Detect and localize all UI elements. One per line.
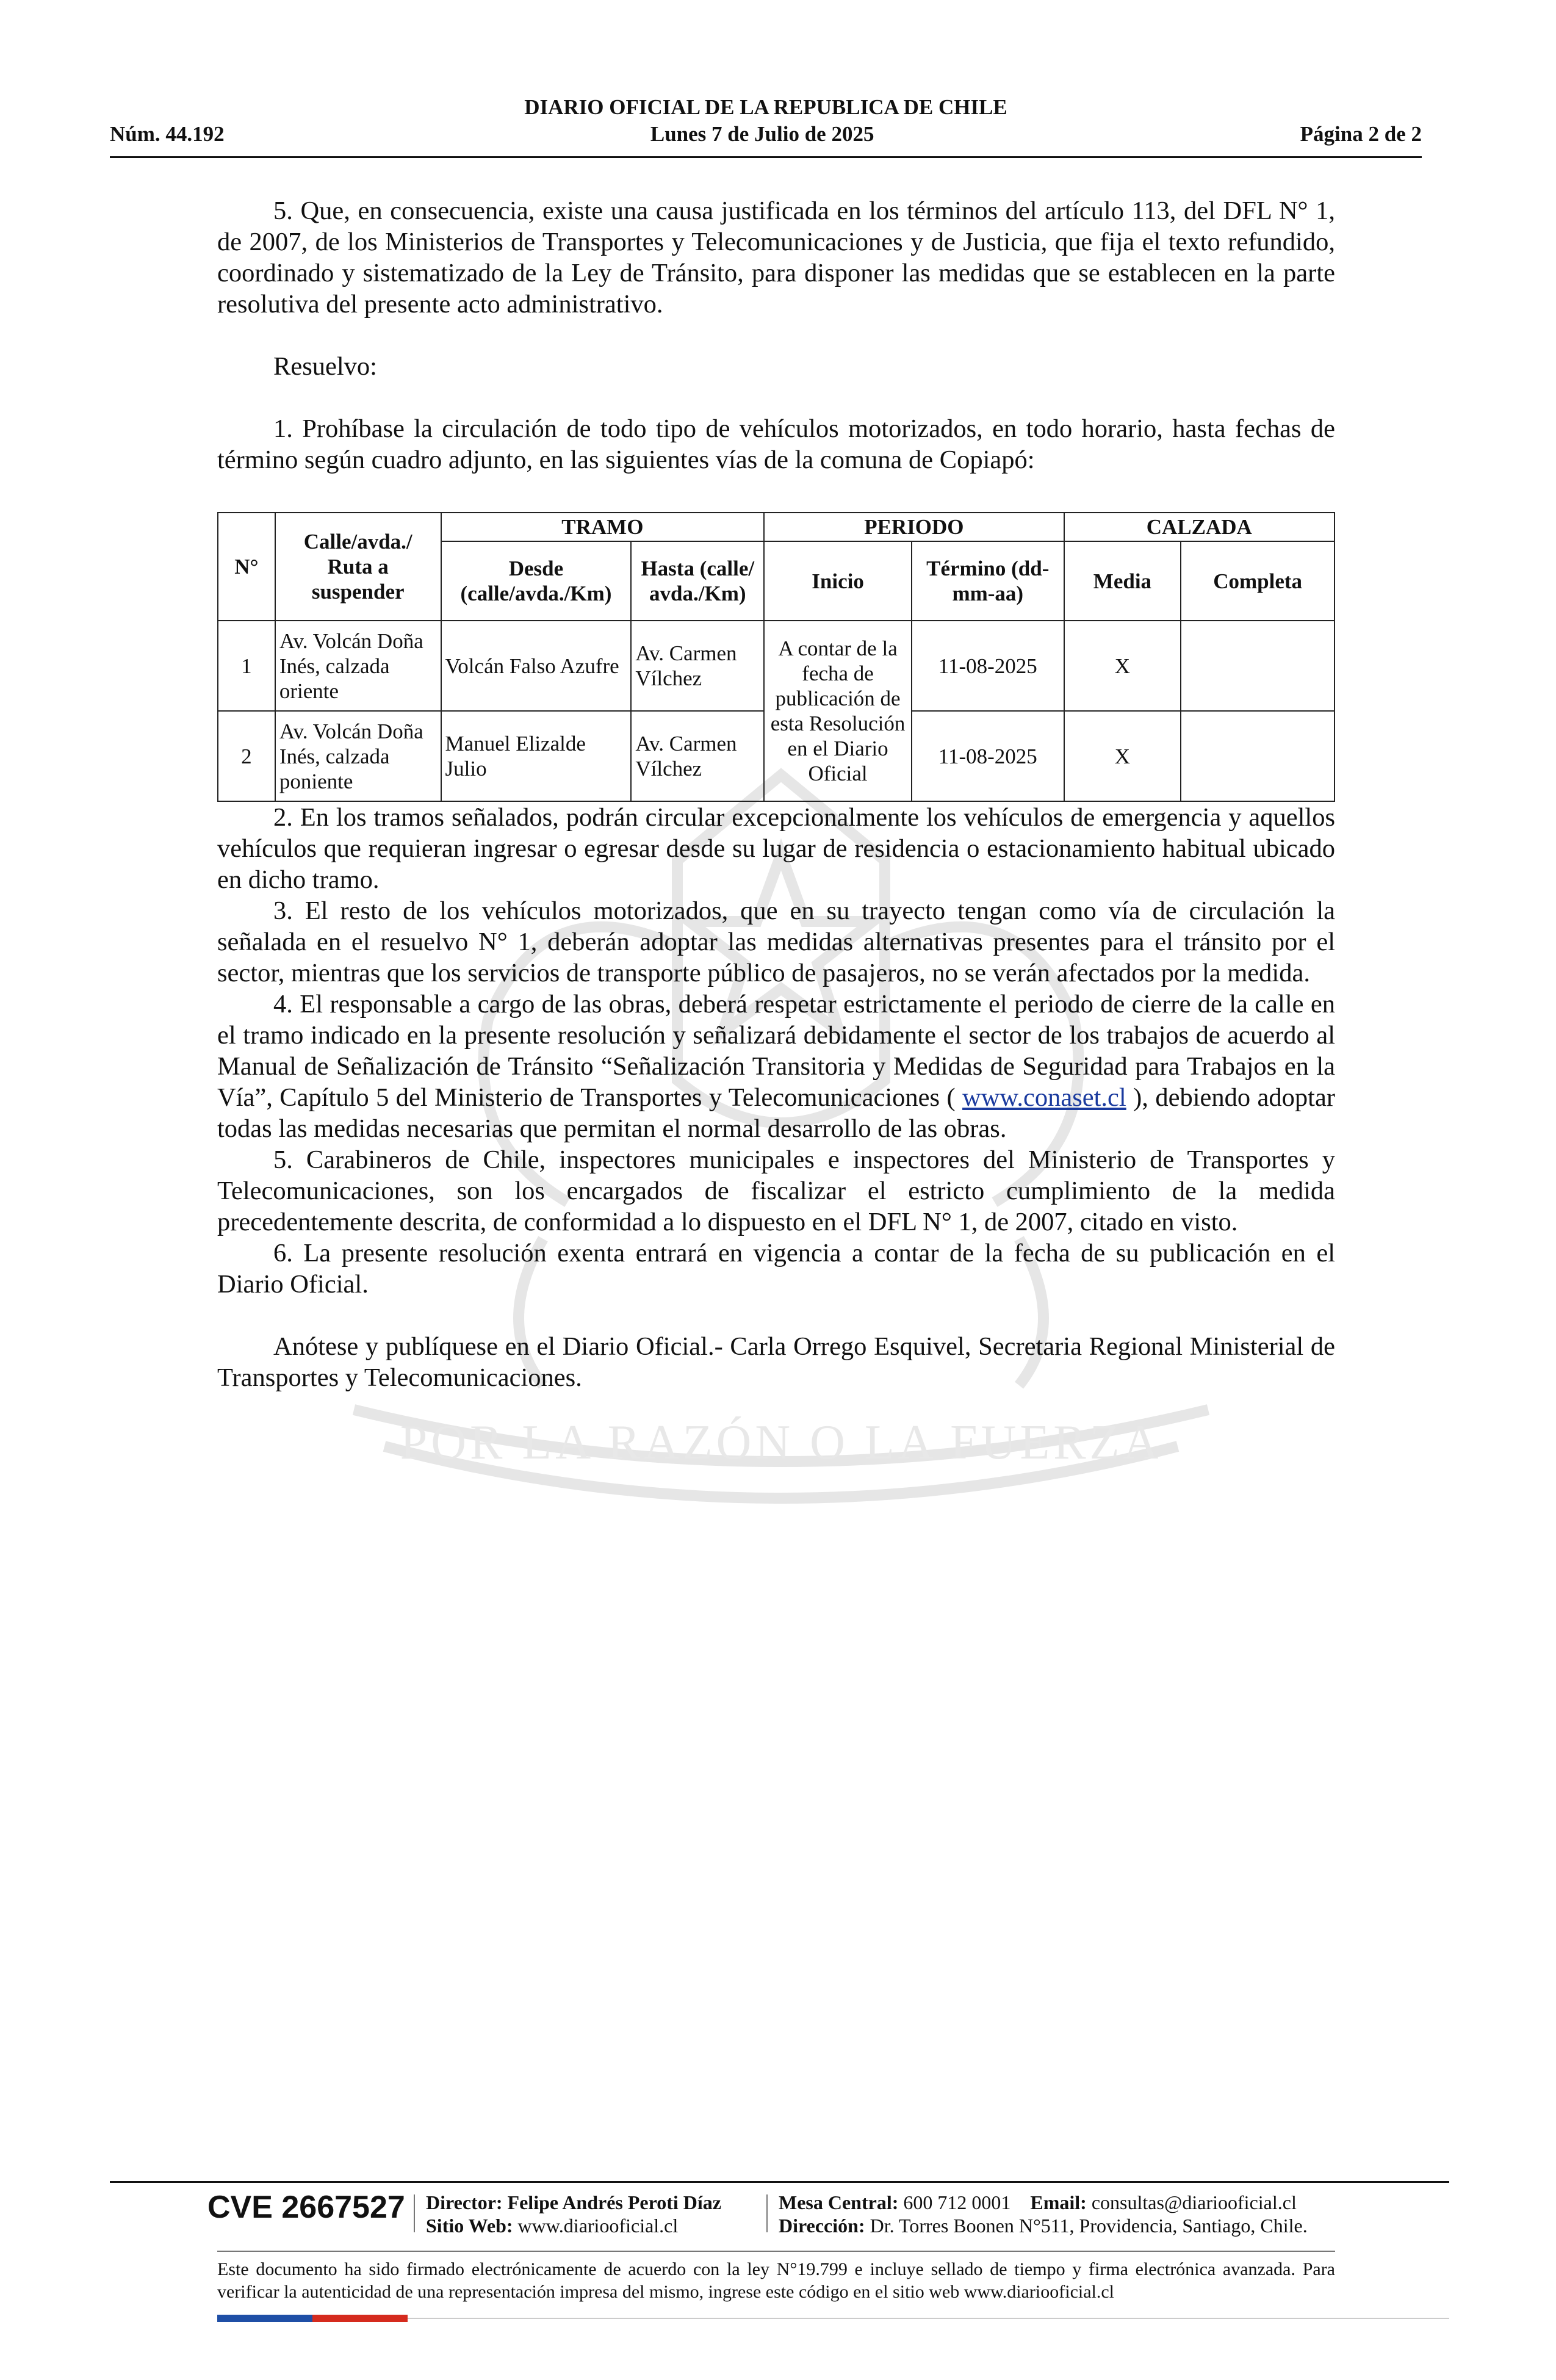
col-header-termino: Término (dd-mm-aa): [912, 541, 1064, 621]
closure-table: [217, 512, 1335, 802]
address-value: Dr. Torres Boonen N°511, Providencia, Santiago, Chile.: [870, 2215, 1308, 2237]
row-num: 2: [218, 711, 275, 801]
resuelvo-2: 2. En los tramos señalados, podrán circular excepcionalmente los vehículos de emergencia y aquellos vehículos que requieran ingresar o egresar desde su lugar de residencia o estacionamiento habitual ubicado en dicho tramo.: [217, 803, 1335, 894]
cve-code: CVE 2667527: [207, 2190, 405, 2225]
row-completa: [1181, 711, 1334, 801]
conaset-link[interactable]: www.conaset.cl: [962, 1083, 1126, 1112]
director-label: Director:: [426, 2191, 503, 2213]
col-header-tramo: TRAMO: [441, 513, 765, 541]
email-link[interactable]: consultas@diariooficial.cl: [1091, 2191, 1297, 2213]
row-completa: [1181, 621, 1334, 711]
row-num: 1: [218, 621, 275, 711]
footer-separator: [766, 2194, 768, 2232]
footer-separator: [414, 2194, 415, 2232]
table-row: [218, 621, 1334, 711]
website-label: Sitio Web:: [426, 2215, 513, 2237]
resuelvo-1: 1. Prohíbase la circulación de todo tipo de vehículos motorizados, en todo horario, hasta fechas de término según cuadro adjunto, en las siguientes vías de la comuna de Copiapó:: [217, 414, 1335, 474]
resuelvo-6: 6. La presente resolución exenta entrará en vigencia a contar de la fecha de su publicación en el Diario Oficial.: [217, 1239, 1335, 1299]
journal-title: DIARIO OFICIAL DE LA REPUBLICA DE CHILE: [524, 95, 1007, 119]
row-calle: Av. Volcán Doña Inés, calzada oriente: [275, 621, 441, 711]
address-label: Dirección:: [779, 2215, 865, 2237]
col-header-periodo: PERIODO: [764, 513, 1064, 541]
row-inicio-shared: A contar de la fecha de publicación de esta Resolución en el Diario Oficial: [764, 621, 912, 801]
col-header-desde: Desde (calle/avda./Km): [441, 541, 632, 621]
mesa-label: Mesa Central:: [779, 2191, 899, 2213]
row-hasta: Av. Carmen Vílchez: [631, 621, 764, 711]
col-header-calzada: CALZADA: [1064, 513, 1334, 541]
row-media: X: [1064, 711, 1181, 801]
table-header-row: [218, 513, 1334, 541]
footer-info: [110, 2191, 1449, 2240]
website-link[interactable]: www.diariooficial.cl: [517, 2215, 679, 2237]
col-header-hasta: Hasta (calle/ avda./Km): [631, 541, 764, 621]
flag-red-segment: [312, 2315, 408, 2322]
issue-number: Núm. 44.192: [110, 122, 225, 146]
row-termino: 11-08-2025: [912, 711, 1064, 801]
row-desde: Manuel Elizalde Julio: [441, 711, 632, 801]
resuelvo-3: 3. El resto de los vehículos motorizados, que en su trayecto tengan como vía de circulación la señalada en el resuelvo N° 1, deberán adoptar las medidas alternativas presentes para el tránsito por el sector, mientras que los servicios de transporte público de pasajeros, no se verán afectados por la medida.: [217, 896, 1335, 987]
footer-bottom-line: [408, 2318, 1449, 2319]
director-name: Felipe Andrés Peroti Díaz: [507, 2191, 721, 2213]
row-hasta: Av. Carmen Vílchez: [631, 711, 764, 801]
footer-contact-col: [779, 2191, 1308, 2237]
document-body: [217, 195, 1335, 1393]
row-calle: Av. Volcán Doña Inés, calzada poniente: [275, 711, 441, 801]
footer-inner-divider: [217, 2251, 1335, 2252]
col-header-inicio: Inicio: [764, 541, 912, 621]
resuelvo-4: [217, 989, 1335, 1144]
closing-signature: Anótese y publíquese en el Diario Oficial.- Carla Orrego Esquivel, Secretaria Regional Ministerial de Transportes y Telecomunicaciones.: [217, 1332, 1335, 1392]
watermark-motto: POR LA RAZÓN O LA FUERZA: [400, 1416, 1162, 1469]
col-header-completa: Completa: [1181, 541, 1334, 621]
flag-blue-segment: [217, 2315, 312, 2322]
row-desde: Volcán Falso Azufre: [441, 621, 632, 711]
footer-director-col: [426, 2191, 721, 2237]
header-row: [110, 122, 1422, 146]
row-termino: 11-08-2025: [912, 621, 1064, 711]
resuelvo-5: 5. Carabineros de Chile, inspectores municipales e inspectores del Ministerio de Transportes y Telecomunicaciones, son los encargados de fiscalizar el estricto cumplimiento de la medida precedentemente descrita, de conformidad a lo dispuesto en el DFL N° 1, de 2007, citado en visto.: [217, 1145, 1335, 1236]
resuelvo-4-text-end: ), debiendo adoptar todas las medidas necesarias que permitan el normal desarrollo de las obras.: [217, 1083, 1335, 1143]
issue-date: Lunes 7 de Julio de 2025: [650, 122, 874, 146]
row-media: X: [1064, 621, 1181, 711]
footer-divider: [110, 2181, 1449, 2183]
resuelvo-heading: Resuelvo:: [273, 352, 377, 381]
legal-notice: Este documento ha sido firmado electrónicamente de acuerdo con la ley N°19.799 e incluye sellado de tiempo y firma electrónica avanzada. Para verificar la autenticidad de una representación impresa del mismo, ingrese este código en el sitio web www.diariooficial.cl: [217, 2259, 1335, 2302]
paragraph-considerando-5: 5. Que, en consecuencia, existe una causa justificada en los términos del artículo 113, del DFL N° 1, de 2007, de los Ministerios de Transportes y Telecomunicaciones y de Justicia, que fija el texto refundido, coordinado y sistematizado de la Ley de Tránsito, para disponer las medidas que se establecen en la parte resolutiva del presente acto administrativo.: [217, 197, 1335, 319]
col-header-num: N°: [218, 513, 275, 621]
mesa-phone: 600 712 0001: [903, 2191, 1011, 2213]
col-header-media: Media: [1064, 541, 1181, 621]
page-number: Página 2 de 2: [1300, 122, 1422, 146]
resuelvo-4-text-start: 4. El responsable a cargo de las obras, deberá respetar estrictamente el periodo de cierre de la calle en el tramo indicado en la presente resolución y señalizará debidamente el sector de los trabajos de acuerdo al Manual de Señalización de Tránsito “Señalización Transitoria y Medidas de Seguridad para Trabajos en la Vía”, Capítulo 5 del Ministerio de Transportes y Telecomunicaciones (: [217, 990, 1335, 1112]
chile-flag-stripe: [217, 2315, 408, 2322]
col-header-calle: Calle/avda./ Ruta a suspender: [275, 513, 441, 621]
email-label: Email:: [1030, 2191, 1087, 2213]
header-divider: [110, 156, 1422, 158]
